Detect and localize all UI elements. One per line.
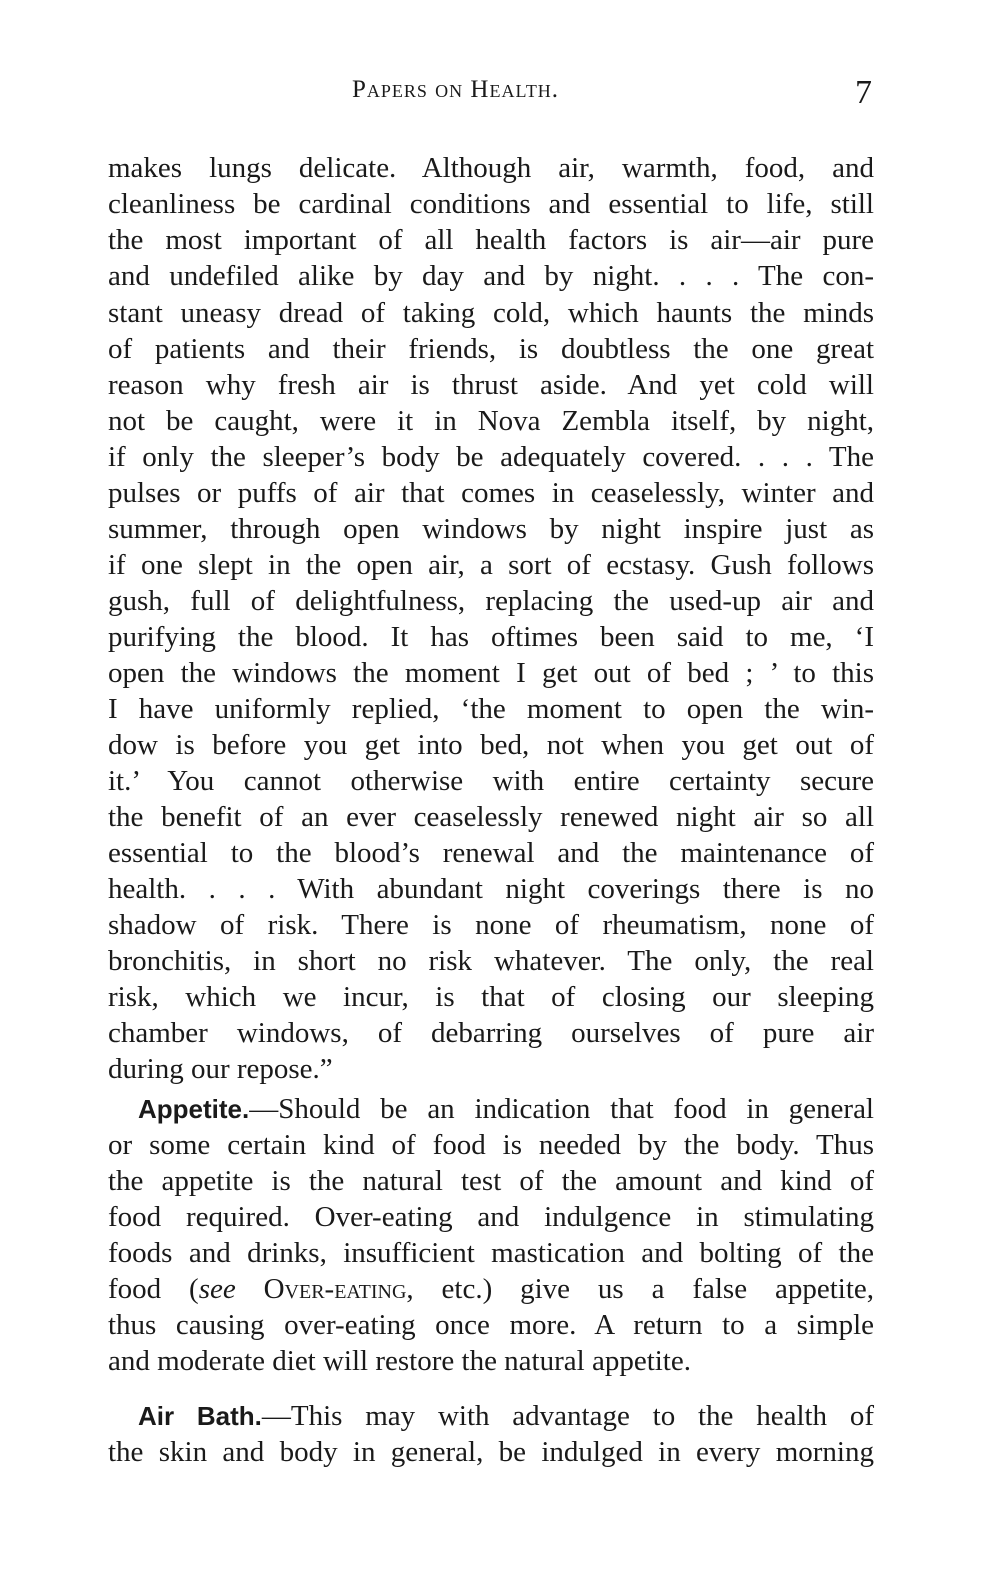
text-line: open the windows the moment I get out of bed ; ’ to this [108, 657, 874, 689]
text-line: summer, through open windows by night inspire just as [108, 513, 874, 545]
entry-text: Should be an indication that food in general [278, 1093, 874, 1125]
text-line: I have uniformly replied, ‘the moment to open the win- [108, 693, 874, 725]
text-line: reason why fresh air is thrust aside. And yet cold will [108, 369, 874, 401]
text-line: health. . . . With abundant night coverings there is no [108, 873, 874, 905]
cross-reference-over-eating: Over-eating [263, 1273, 407, 1305]
text-fragment: food ( [108, 1273, 199, 1305]
text-line: during our repose.” [108, 1053, 333, 1085]
entry-text: This may with advantage to the health of [290, 1400, 875, 1432]
entry-dash: — [249, 1093, 279, 1125]
text-line: the appetite is the natural test of the amount and kind of [108, 1165, 874, 1197]
entry-first-line [108, 1091, 874, 1127]
page-number: 7 [855, 74, 872, 111]
running-head [0, 76, 1000, 116]
entry-first-line [108, 1398, 874, 1434]
text-line: chamber windows, of debarring ourselves of pure air [108, 1017, 874, 1049]
text-line: the most important of all health factors is air—air pure [108, 224, 874, 256]
text-line: of patients and their friends, is doubtless the one great [108, 333, 874, 365]
running-title: Papers on Health. [352, 76, 560, 103]
text-line: cleanliness be cardinal conditions and essential to life, still [108, 188, 874, 220]
see-label: see [198, 1273, 236, 1305]
text-line: and moderate diet will restore the natural appetite. [108, 1345, 691, 1377]
text-line: food required. Over-eating and indulgence in stimulating [108, 1201, 874, 1233]
cross-reference-line [108, 1271, 874, 1307]
text-line: and undefiled alike by day and by night. . . . The con- [108, 260, 874, 292]
text-line: essential to the blood’s renewal and the maintenance of [108, 837, 874, 869]
text-line: makes lungs delicate. Although air, warmth, food, and [108, 152, 874, 184]
text-line: gush, full of delightfulness, replacing the used-up air and [108, 585, 874, 617]
text-line: bronchitis, in short no risk whatever. The only, the real [108, 945, 874, 977]
text-fragment: , etc.) give us a false appetite, [406, 1273, 874, 1305]
entry-heading: Appetite. [138, 1094, 250, 1124]
text-line: or some certain kind of food is needed by the body. Thus [108, 1129, 874, 1161]
text-line: if only the sleeper’s body be adequately covered. . . . The [108, 441, 874, 473]
entry-dash: — [261, 1400, 291, 1432]
text-line: the benefit of an ever ceaselessly renewed night air so all [108, 801, 874, 833]
entry-heading: Air Bath. [138, 1401, 262, 1431]
text-line: foods and drinks, insufficient mastication and bolting of the [108, 1237, 874, 1269]
text-line: if one slept in the open air, a sort of ecstasy. Gush follows [108, 549, 874, 581]
text-line: stant uneasy dread of taking cold, which haunts the minds [108, 297, 874, 329]
text-line: risk, which we incur, is that of closing our sleeping [108, 981, 874, 1013]
text-line: not be caught, were it in Nova Zembla itself, by night, [108, 405, 874, 437]
text-line: purifying the blood. It has oftimes been said to me, ‘I [108, 621, 874, 653]
text-line: it.’ You cannot otherwise with entire certainty secure [108, 765, 874, 797]
text-line: dow is before you get into bed, not when you get out of [108, 729, 874, 761]
text-line: pulses or puffs of air that comes in ceaselessly, winter and [108, 477, 874, 509]
text-line: shadow of risk. There is none of rheumatism, none of [108, 909, 874, 941]
text-line: thus causing over-eating once more. A return to a simple [108, 1309, 874, 1341]
text-line: the skin and body in general, be indulged in every morning [108, 1436, 874, 1468]
